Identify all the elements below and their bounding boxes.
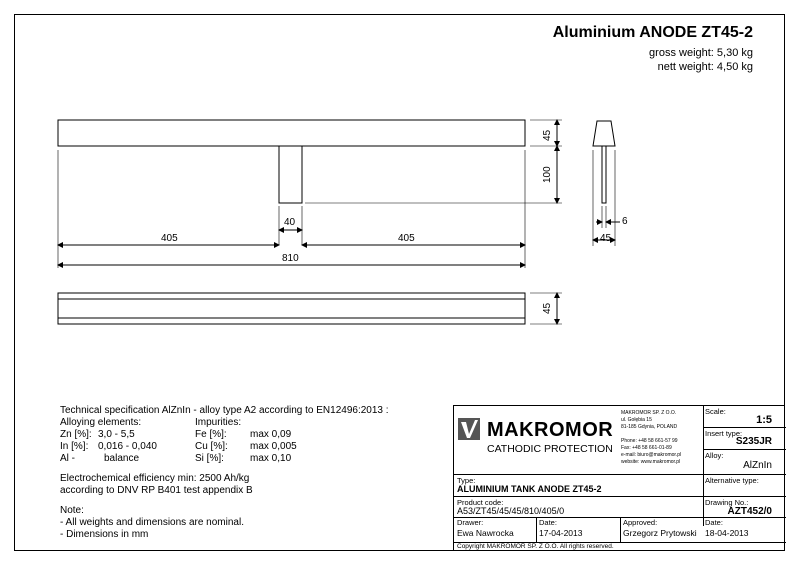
- insert-label: Insert type:: [705, 429, 743, 438]
- drawing-value: AZT452/0: [727, 506, 772, 517]
- alloy-value: AlZnIn: [743, 460, 772, 471]
- date2-value: 18-04-2013: [705, 528, 749, 538]
- date1-label: Date:: [539, 518, 557, 527]
- company-subtitle: CATHODIC PROTECTION: [487, 443, 613, 455]
- alloy-val: balance: [104, 453, 140, 464]
- address-line: 81-185 Gdynia, POLAND: [621, 424, 678, 430]
- efficiency-line-1: Electrochemical efficiency min: 2500 Ah/kg: [60, 473, 250, 484]
- address-line: ul. Gołębia 15: [621, 417, 652, 423]
- insert-value: S235JR: [735, 436, 772, 447]
- note-item: - All weights and dimensions are nominal.: [60, 517, 244, 528]
- alloy-el: Zn [%]:: [60, 429, 92, 440]
- drawing-label: Drawing No.:: [705, 498, 749, 507]
- impurity-val: max 0,09: [250, 429, 292, 440]
- dim-stem-height: 100: [542, 166, 553, 183]
- spec-heading: Technical specification AlZnIn - alloy type A2 according to EN12496:2013 :: [60, 405, 389, 416]
- dim-side-core: 6: [622, 216, 628, 227]
- alloy-el: In [%]:: [60, 441, 89, 452]
- impurity-val: max 0,005: [250, 441, 297, 452]
- address-line: website: www.makromor.pl: [621, 459, 681, 465]
- drawing-title: Aluminium ANODE ZT45-2: [552, 24, 753, 41]
- product-value: A53/ZT45/45/45/810/405/0: [457, 506, 565, 516]
- drawer-label: Drawer:: [457, 518, 484, 527]
- anode-body-side: [593, 121, 615, 146]
- alloy-label: Alloy:: [705, 451, 724, 460]
- type-value: ALUMINIUM TANK ANODE ZT45-2: [457, 484, 602, 494]
- impurity-el: Si [%]:: [195, 453, 224, 464]
- anode-stem-side: [602, 146, 606, 203]
- dim-right-length: 405: [398, 233, 415, 244]
- alloy-el: Al -: [60, 453, 75, 464]
- nett-weight: nett weight: 4,50 kg: [657, 61, 753, 73]
- product-label: Product code:: [457, 498, 504, 507]
- dim-left-length: 405: [161, 233, 178, 244]
- dim-side-width: 45: [600, 233, 612, 244]
- date1-value: 17-04-2013: [539, 528, 583, 538]
- scale-value: 1:5: [756, 414, 772, 426]
- efficiency-line-2: according to DNV RP B401 test appendix B: [60, 485, 253, 496]
- dim-total-length: 810: [282, 253, 299, 264]
- alloying-heading: Alloying elements:: [60, 417, 142, 428]
- address-line: Phone: +48 58 661-57 99: [621, 438, 678, 444]
- address-line: e-mail: biuro@makromor.pl: [621, 452, 682, 458]
- dim-bottom-thickness: 45: [542, 302, 553, 314]
- type-label: Type:: [457, 476, 476, 485]
- address-line: MAKROMOR SP. Z O.O.: [621, 410, 677, 416]
- alt-type-label: Alternative type:: [705, 476, 759, 485]
- alloy-val: 0,016 - 0,040: [98, 441, 157, 452]
- note-item: - Dimensions in mm: [60, 529, 149, 540]
- impurity-el: Cu [%]:: [195, 441, 228, 452]
- drawer-value: Ewa Nawrocka: [457, 528, 514, 538]
- dim-top-thickness: 45: [542, 129, 553, 141]
- scale-label: Scale:: [705, 407, 726, 416]
- note-heading: Note:: [60, 505, 84, 516]
- anode-stem-front: [279, 146, 302, 203]
- anode-body-front: [58, 120, 525, 146]
- approved-label: Approved:: [623, 518, 658, 527]
- date2-label: Date:: [705, 518, 723, 527]
- gross-weight: gross weight: 5,30 kg: [649, 47, 753, 59]
- dim-stem-width: 40: [284, 217, 296, 228]
- company-name: MAKROMOR: [487, 419, 614, 441]
- impurity-el: Fe [%]:: [195, 429, 227, 440]
- impurity-val: max 0,10: [250, 453, 292, 464]
- approved-value: Grzegorz Prytowski: [623, 528, 697, 538]
- anode-body-bottom: [58, 293, 525, 324]
- address-line: Fax: +48 58 661-01-89: [621, 445, 672, 451]
- alloy-val: 3,0 - 5,5: [98, 429, 135, 440]
- copyright: Copyright MAKROMOR SP. Z O.O. All rights reserved.: [457, 543, 614, 550]
- impurities-heading: Impurities:: [195, 417, 242, 428]
